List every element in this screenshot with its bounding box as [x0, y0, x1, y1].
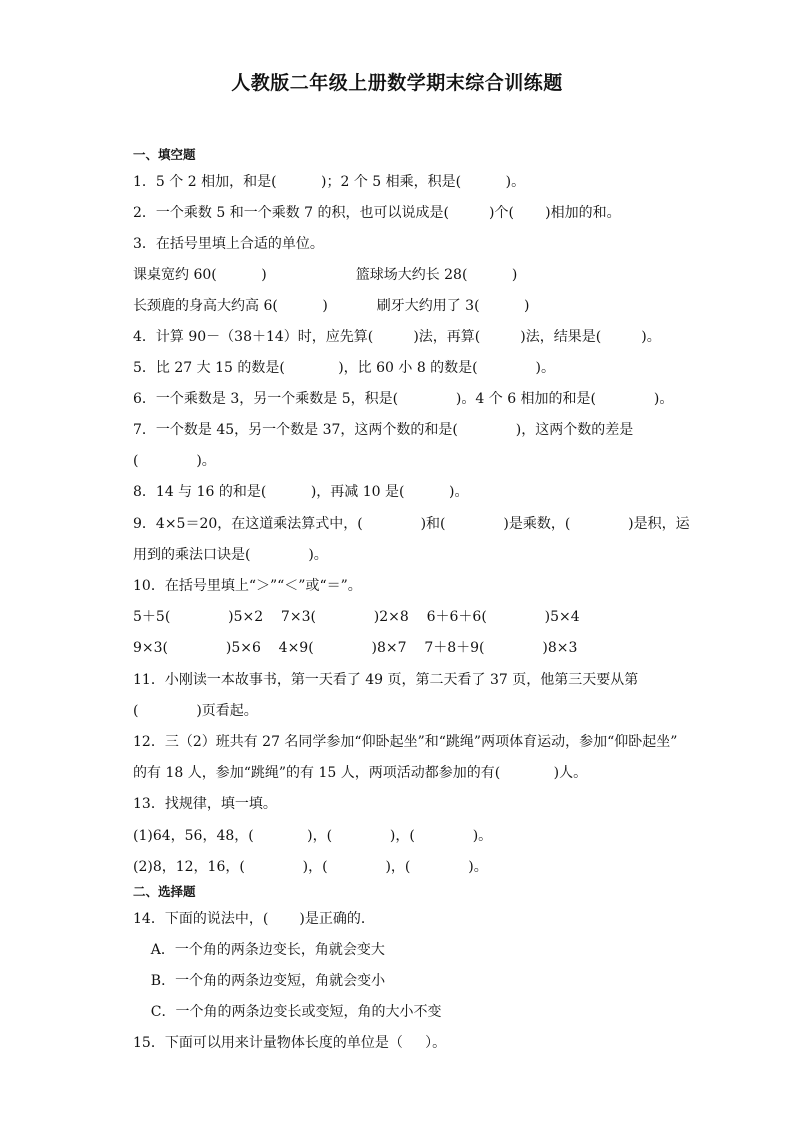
- question-10-row-1: 5＋5( )5×2 7×3( )2×8 6＋6＋6( )5×4: [133, 609, 580, 625]
- question-14-option-c: C．一个角的两条边变长或变短，角的大小不变: [133, 1004, 442, 1020]
- question-10: 10．在括号里填上“＞”“＜”或“＝”。: [133, 578, 362, 594]
- question-14-option-a: A．一个角的两条边变长，角就会变大: [133, 942, 385, 958]
- section-heading-multiple-choice: 二、选择题: [133, 884, 196, 899]
- question-10-row-2: 9×3( )5×6 4×9( )8×7 7＋8＋9( )8×3: [133, 640, 578, 656]
- question-1: 1．5 个 2 相加，和是( )；2 个 5 相乘，积是( )。: [133, 174, 526, 190]
- question-6: 6．一个乘数是 3，另一个乘数是 5，积是( )。4 个 6 相加的和是( )。: [133, 391, 674, 407]
- question-4: 4．计算 90－（38＋14）时，应先算( )法，再算( )法，结果是( )。: [133, 329, 661, 345]
- question-14: 14．下面的说法中，( )是正确的．: [133, 911, 375, 927]
- question-3-row-2: 长颈鹿的身高大约高 6( ) 刷牙大约用了 3( ): [133, 298, 530, 314]
- question-2: 2．一个乘数 5 和一个乘数 7 的积，也可以说成是( )个( )相加的和。: [133, 205, 621, 221]
- question-9: 9．4×5＝20，在这道乘法算式中，( )和( )是乘数，( )是积，运: [133, 516, 690, 532]
- question-7: 7．一个数是 45，另一个数是 37，这两个数的和是( )，这两个数的差是: [133, 422, 634, 438]
- question-12-cont: 的有 18 人，参加“跳绳”的有 15 人，两项活动都参加的有( )人。: [133, 765, 588, 781]
- question-7-cont: ( )。: [133, 453, 216, 469]
- question-14-option-b: B．一个角的两条边变短，角就会变小: [133, 973, 386, 989]
- question-12: 12．三（2）班共有 27 名同学参加“仰卧起坐”和“跳绳”两项体育运动，参加“仰卧起坐”: [133, 734, 678, 750]
- page-title: 人教版二年级上册数学期末综合训练题: [231, 72, 563, 94]
- question-9-cont: 用到的乘法口诀是( )。: [133, 547, 328, 563]
- section-heading-fill-blank: 一、填空题: [133, 147, 196, 162]
- question-13: 13．找规律，填一填。: [133, 796, 277, 812]
- question-3: 3．在括号里填上合适的单位。: [133, 236, 324, 252]
- question-15: 15．下面可以用来计量物体长度的单位是（ ）。: [133, 1035, 447, 1051]
- question-11-cont: ( )页看起。: [133, 703, 258, 719]
- question-5: 5．比 27 大 15 的数是( )，比 60 小 8 的数是( )。: [133, 360, 555, 376]
- question-8: 8．14 与 16 的和是( )，再减 10 是( )。: [133, 484, 469, 500]
- question-3-row-1: 课桌宽约 60( ) 篮球场大约长 28( ): [133, 267, 518, 283]
- question-13-part-2: (2)8，12，16，( )，( )，( )。: [133, 859, 488, 875]
- question-11: 11．小刚读一本故事书，第一天看了 49 页，第二天看了 37 页，他第三天要从第: [133, 672, 639, 688]
- question-13-part-1: (1)64，56，48，( )，( )，( )。: [133, 828, 493, 844]
